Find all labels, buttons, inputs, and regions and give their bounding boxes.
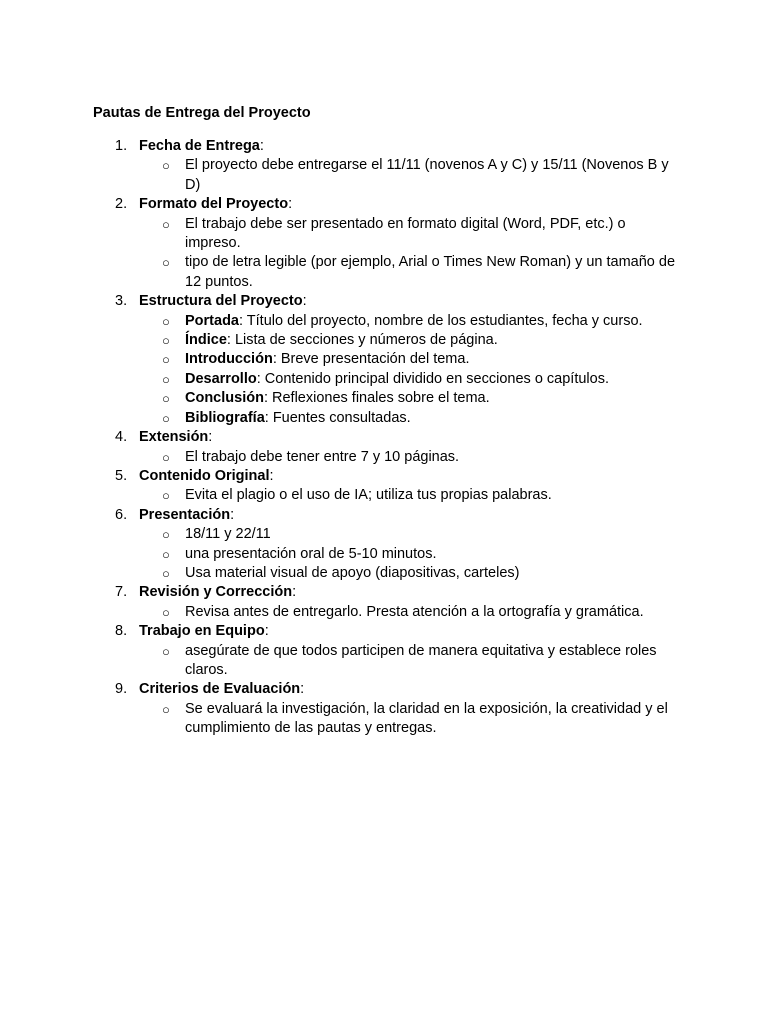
sublist-item-term: Portada xyxy=(185,312,239,329)
section-number: 6. xyxy=(115,506,128,523)
section-heading-line xyxy=(139,506,693,525)
sublist-item xyxy=(139,389,685,408)
section-heading: Presentación xyxy=(139,506,231,523)
sublist-item-term: Índice xyxy=(185,332,227,349)
section-item xyxy=(93,680,693,738)
section-heading-colon: : xyxy=(230,506,235,523)
sublist-item-term: Conclusión xyxy=(185,390,264,407)
sublist-item-text: una presentación oral de 5-10 minutos. xyxy=(185,545,437,562)
sublist-item xyxy=(139,370,685,389)
section-heading-line xyxy=(139,292,693,311)
section-sublist xyxy=(139,700,693,739)
section-heading: Formato del Proyecto xyxy=(139,196,289,213)
sublist-item-text: : Fuentes consultadas. xyxy=(264,409,411,426)
sublist-item-text: : Breve presentación del tema. xyxy=(272,351,470,368)
section-heading-line xyxy=(139,428,693,447)
circle-bullet-icon: ○ xyxy=(162,391,170,407)
section-sublist xyxy=(139,525,693,583)
sublist-item xyxy=(139,564,685,583)
section-item xyxy=(93,467,693,506)
circle-bullet-icon: ○ xyxy=(162,527,170,543)
sublist-item-term: Bibliografía xyxy=(185,409,265,426)
circle-bullet-icon: ○ xyxy=(162,333,170,349)
sublist-item-text: : Contenido principal dividido en secciones o capítulos. xyxy=(256,370,609,387)
guidelines-list xyxy=(93,137,693,739)
circle-bullet-icon: ○ xyxy=(162,565,170,581)
sublist-item xyxy=(139,156,685,195)
section-heading-colon: : xyxy=(302,293,307,310)
section-heading: Contenido Original xyxy=(139,467,270,484)
section-number: 7. xyxy=(115,584,128,601)
section-item xyxy=(93,137,693,195)
section-item xyxy=(93,622,693,680)
sublist-item-text: Se evaluará la investigación, la claridad en la exposición, la creatividad y el cumplimiento de las pautas y entregas. xyxy=(185,700,668,737)
circle-bullet-icon: ○ xyxy=(162,488,170,504)
section-sublist xyxy=(139,215,693,293)
sublist-item-text: 18/11 y 22/11 xyxy=(185,526,271,543)
circle-bullet-icon: ○ xyxy=(162,701,170,717)
sublist-item xyxy=(139,253,685,292)
section-heading-line xyxy=(139,137,693,156)
sublist-item xyxy=(139,486,685,505)
section-heading-colon: : xyxy=(288,196,293,213)
sublist-item xyxy=(139,603,685,622)
section-item xyxy=(93,195,693,292)
section-heading-line xyxy=(139,622,693,641)
section-heading-colon: : xyxy=(269,467,274,484)
section-item xyxy=(93,428,693,467)
sublist-item xyxy=(139,545,685,564)
section-sublist xyxy=(139,486,693,505)
section-heading-line xyxy=(139,467,693,486)
sublist-item-text: El proyecto debe entregarse el 11/11 (novenos A y C) y 15/11 (Novenos B y D) xyxy=(185,157,669,193)
section-heading-colon: : xyxy=(264,623,269,640)
sublist-item-text: asegúrate de que todos participen de manera equitativa y establece roles claros. xyxy=(185,642,657,678)
circle-bullet-icon: ○ xyxy=(162,410,170,426)
sublist-item xyxy=(139,448,685,467)
section-number: 8. xyxy=(115,623,128,640)
sublist-item xyxy=(139,350,685,369)
section-sublist xyxy=(139,156,693,195)
section-item xyxy=(93,506,693,584)
section-heading: Revisión y Corrección xyxy=(139,584,293,601)
section-number: 3. xyxy=(115,293,128,310)
section-heading-colon: : xyxy=(292,584,297,601)
section-heading: Fecha de Entrega xyxy=(139,138,260,154)
circle-bullet-icon: ○ xyxy=(162,371,170,387)
section-heading: Estructura del Proyecto xyxy=(139,293,303,310)
section-sublist xyxy=(139,603,693,622)
section-heading: Trabajo en Equipo xyxy=(139,623,265,640)
sublist-item-text: Usa material visual de apoyo (diapositivas, carteles) xyxy=(185,564,520,581)
document-title: Pautas de Entrega del Proyecto xyxy=(93,105,311,121)
sublist-item-text: El trabajo debe ser presentado en formato digital (Word, PDF, etc.) o impreso. xyxy=(185,215,626,252)
circle-bullet-icon: ○ xyxy=(162,604,170,620)
sublist-item xyxy=(139,642,685,681)
circle-bullet-icon: ○ xyxy=(162,352,170,368)
sublist-item-text: Evita el plagio o el uso de IA; utiliza tus propias palabras. xyxy=(185,487,552,504)
sublist-item-text: : Reflexiones finales sobre el tema. xyxy=(263,390,490,407)
sublist-item-text: tipo de letra legible (por ejemplo, Arial o Times New Roman) y un tamaño de 12 puntos. xyxy=(185,254,676,290)
sublist-item xyxy=(139,525,685,544)
circle-bullet-icon: ○ xyxy=(162,546,170,562)
circle-bullet-icon: ○ xyxy=(162,255,170,271)
section-number: 1. xyxy=(115,138,128,154)
circle-bullet-icon: ○ xyxy=(162,643,170,659)
circle-bullet-icon: ○ xyxy=(162,216,170,232)
sublist-item-text: : Título del proyecto, nombre de los estudiantes, fecha y curso. xyxy=(239,312,643,329)
section-heading-colon: : xyxy=(300,681,305,698)
sublist-item-text: : Lista de secciones y números de página. xyxy=(226,332,498,349)
section-heading-line xyxy=(139,680,693,699)
section-heading: Criterios de Evaluación xyxy=(139,681,301,698)
section-heading-colon: : xyxy=(259,138,264,154)
section-number: 9. xyxy=(115,681,128,698)
sublist-item-text: El trabajo debe tener entre 7 y 10 páginas. xyxy=(185,448,460,465)
section-sublist xyxy=(139,312,693,428)
sublist-item-term: Introducción xyxy=(185,351,273,368)
section-heading-line xyxy=(139,195,693,214)
section-item xyxy=(93,583,693,622)
circle-bullet-icon: ○ xyxy=(162,449,170,465)
section-item xyxy=(93,292,693,428)
section-number: 4. xyxy=(115,429,128,446)
section-sublist xyxy=(139,448,693,467)
sublist-item xyxy=(139,409,685,428)
section-sublist xyxy=(139,642,693,681)
circle-bullet-icon: ○ xyxy=(162,313,170,329)
sublist-item xyxy=(139,331,685,350)
sublist-item xyxy=(139,215,685,254)
circle-bullet-icon: ○ xyxy=(162,158,170,174)
section-heading: Extensión xyxy=(139,429,209,446)
sublist-item xyxy=(139,312,685,331)
sublist-item-text: Revisa antes de entregarlo. Presta atención a la ortografía y gramática. xyxy=(185,603,644,620)
section-heading-line xyxy=(139,583,693,602)
section-number: 2. xyxy=(115,196,128,213)
section-number: 5. xyxy=(115,467,128,484)
section-heading-colon: : xyxy=(208,429,213,446)
sublist-item-term: Desarrollo xyxy=(185,370,257,387)
sublist-item xyxy=(139,700,685,739)
